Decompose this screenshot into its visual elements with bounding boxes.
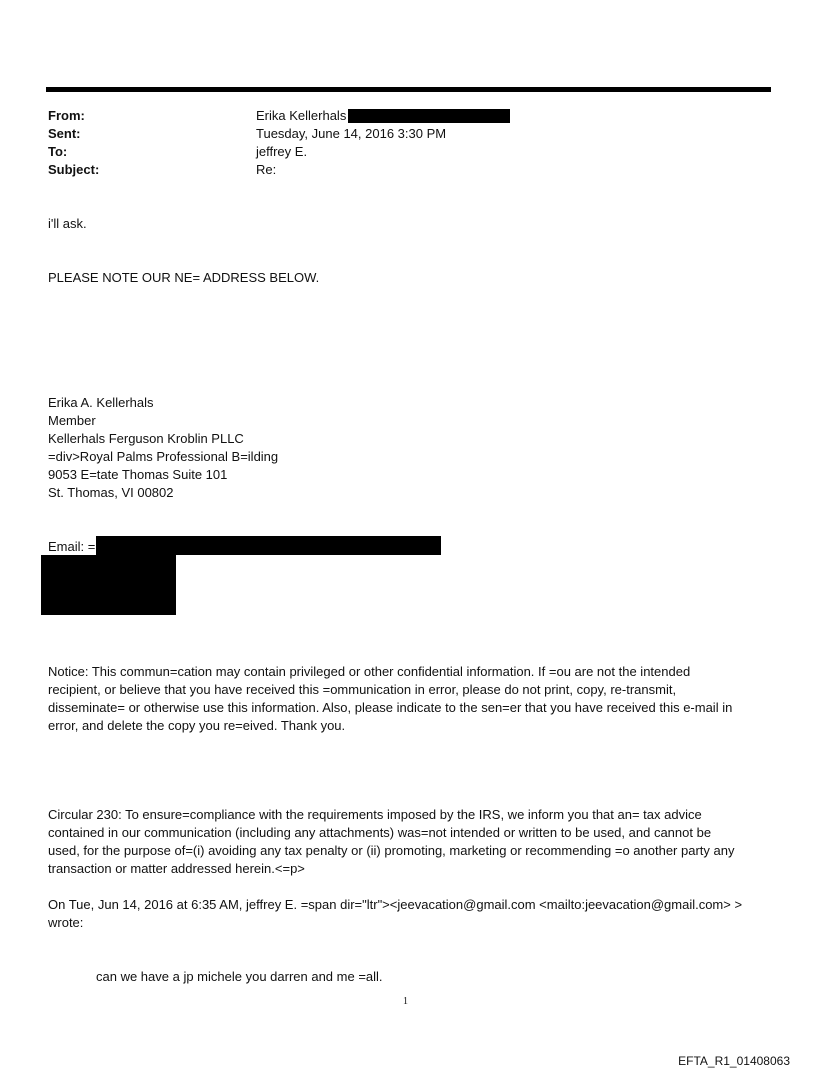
quote-header-line: wrote: [48, 915, 84, 930]
confidentiality-notice [48, 663, 773, 735]
subject-value: Re: [256, 162, 277, 177]
notice-line: disseminate= or otherwise use this information. Also, please indicate to the sen=er that you have received this e-mail in [48, 700, 733, 715]
to-value: jeffrey E. [256, 144, 308, 159]
quote-header-line: On Tue, Jun 14, 2016 at 6:35 AM, jeffrey E. =span dir="ltr"><jeevacation@gmail.com <mailto:jeevacation@gmail.com> > [48, 897, 743, 912]
redaction-email [96, 536, 441, 555]
signature-building: =div>Royal Palms Professional B=ilding [48, 449, 279, 464]
document-id: EFTA_R1_01408063 [678, 1054, 790, 1068]
signature-street: 9053 E=tate Thomas Suite 101 [48, 467, 228, 482]
from-label: From: [48, 108, 85, 123]
circular-line: transaction or matter addressed herein.<=p> [48, 861, 305, 876]
email-label: Email: = [48, 539, 96, 554]
to-label: To: [48, 144, 68, 159]
from-value: Erika Kellerhals [256, 108, 347, 123]
signature-name: Erika A. Kellerhals [48, 395, 154, 410]
signature-block [48, 394, 773, 502]
circular-230-disclaimer [48, 806, 773, 878]
notice-line: error, and delete the copy you re=eived. Thank you. [48, 718, 346, 733]
signature-city: St. Thomas, VI 00802 [48, 485, 174, 500]
signature-firm: Kellerhals Ferguson Kroblin PLLC [48, 431, 244, 446]
quoted-message: can we have a jp michele you darren and me =all. [96, 969, 383, 984]
sent-label: Sent: [48, 126, 81, 141]
header-rule [46, 87, 771, 92]
sent-value: Tuesday, June 14, 2016 3:30 PM [256, 126, 447, 141]
circular-line: contained in our communication (including any attachments) was=not intended or written to be used, and cannot be [48, 825, 712, 840]
circular-line: used, for the purpose of=(i) avoiding any tax penalty or (ii) promoting, marketing or recommending =o another party any [48, 843, 735, 858]
subject-label: Subject: [48, 162, 100, 177]
quote-header [48, 896, 773, 932]
reply-text: i'll ask. [48, 216, 87, 231]
signature-title: Member [48, 413, 96, 428]
redaction-block [41, 555, 176, 615]
notice-line: Notice: This commun=cation may contain privileged or other confidential information. If =ou are not the intended [48, 664, 691, 679]
address-note: PLEASE NOTE OUR NE= ADDRESS BELOW. [48, 270, 320, 285]
circular-line: Circular 230: To ensure=compliance with the requirements imposed by the IRS, we inform you that an= tax advice [48, 807, 702, 822]
notice-line: recipient, or believe that you have received this =ommunication in error, please do not print, copy, re-transmit, [48, 682, 677, 697]
redaction-from-email [348, 109, 510, 123]
page-number: 1 [403, 996, 408, 1007]
